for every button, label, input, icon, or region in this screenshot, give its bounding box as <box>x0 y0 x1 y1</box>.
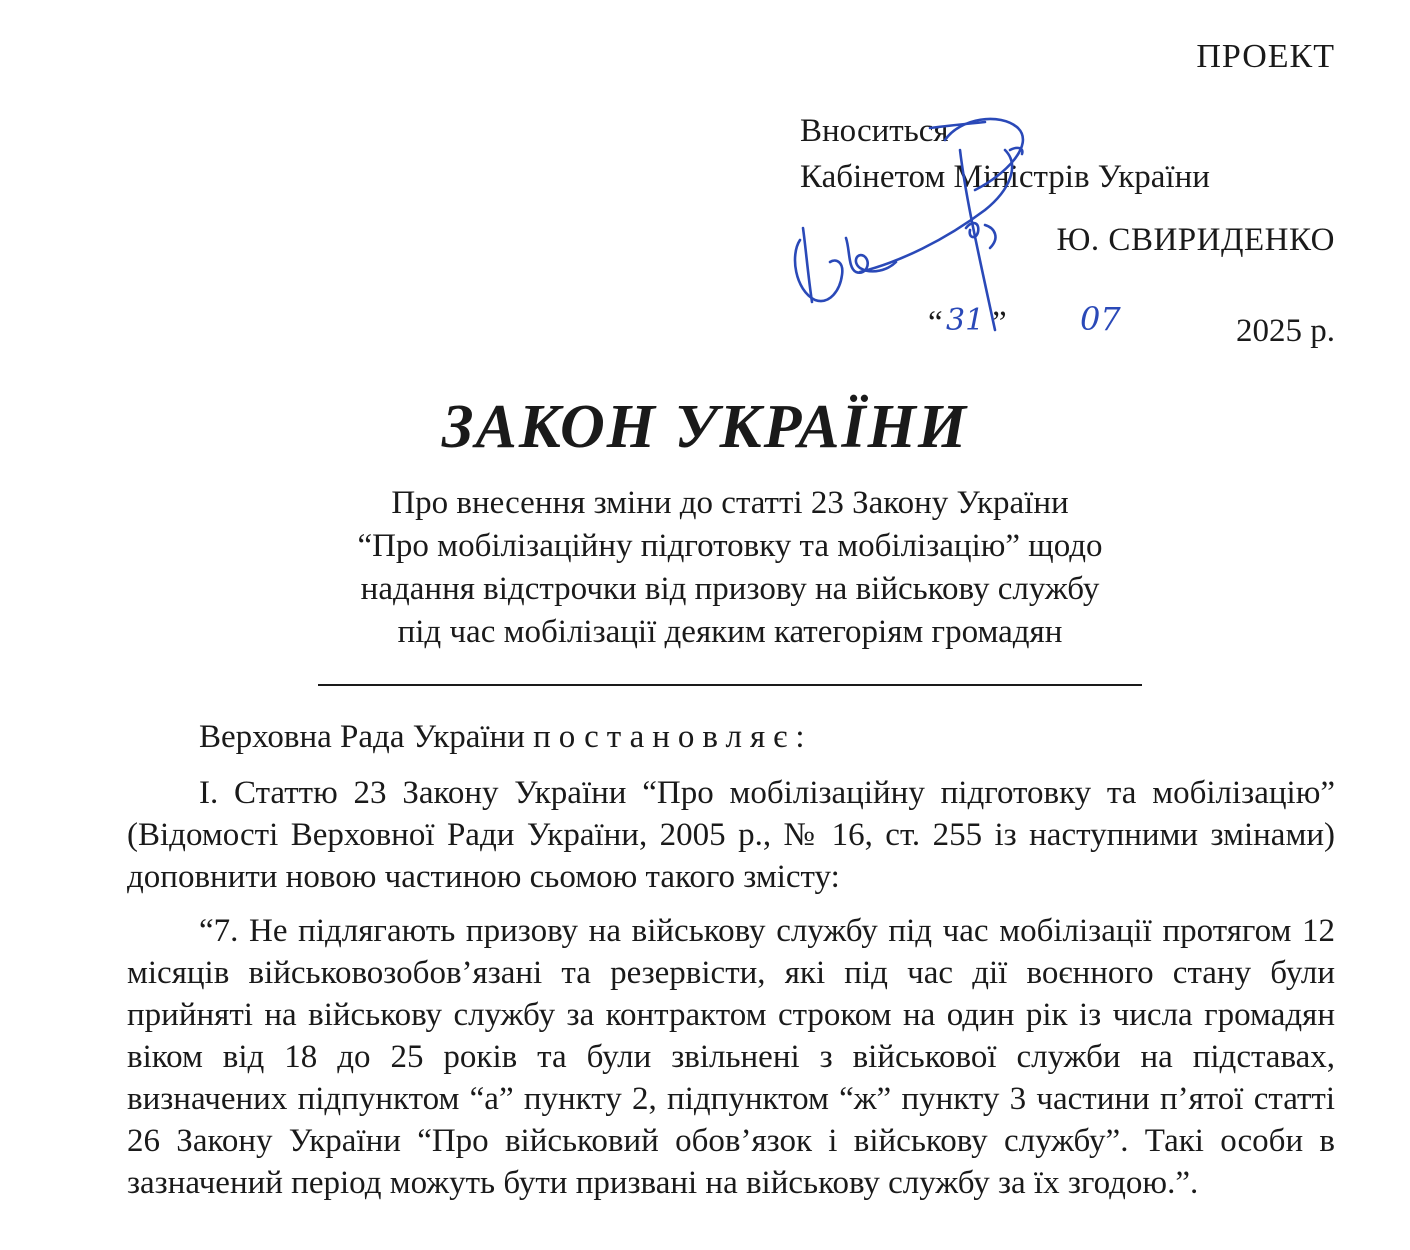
draft-stamp: ПРОЕКТ <box>1196 38 1335 75</box>
subtitle-line-1: Про внесення зміни до статті 23 Закону України <box>391 485 1069 521</box>
subtitle-line-3: надання відстрочки від призову на військову службу <box>360 571 1100 607</box>
paragraph-1: І. Статтю 23 Закону України “Про мобілізаційну підготовку та мобілізацію” (Відомості Верховної Ради України, 2005 р., № 16, ст. 255 із наступними змінами) доповнити новою частиною сьомою такого змісту: <box>127 775 1335 895</box>
date-open-quote: “ <box>928 305 943 341</box>
title-divider <box>318 684 1142 686</box>
law-subtitle <box>0 482 1410 654</box>
paragraph-2: “7. Не підлягають призову на військову службу під час мобілізації протягом 12 місяців військовозобов’язані та резервісти, які під час дії воєнного стану були прийняті на військову службу за контрактом строком на один рік із числа громадян віком від 18 до 25 років та були звільнені з військової служби на підставах, визначених підпунктом “а” пункту 2, підпунктом “ж” пункту 3 частини п’ятої статті 26 Закону України “Про військовий обов’язок і військову службу”. Такі особи в зазначений період можуть бути призвані на військову службу за їх згодою.”. <box>127 913 1335 1201</box>
law-title: ЗАКОН УКРАЇНИ <box>441 393 969 461</box>
handwritten-month: 07 <box>1080 300 1121 338</box>
subtitle-line-4: під час мобілізації деяким категоріям громадян <box>397 614 1063 650</box>
submitted-line-1: Вноситься <box>800 113 949 149</box>
date-year: 2025 р. <box>1236 313 1335 349</box>
date-close-quote: ” <box>992 305 1007 341</box>
signer-name: Ю. СВИРИДЕНКО <box>1056 222 1335 258</box>
preamble-resolves: постановляє: <box>533 719 813 755</box>
subtitle-line-2: “Про мобілізаційну підготовку та мобілізацію” щодо <box>357 528 1103 564</box>
preamble-lead: Верховна Рада України <box>199 719 525 755</box>
submitted-by-block <box>800 108 1210 200</box>
preamble <box>127 716 1335 758</box>
submitted-line-2: Кабінетом Міністрів України <box>800 159 1210 195</box>
handwritten-day: 31 <box>946 303 985 338</box>
